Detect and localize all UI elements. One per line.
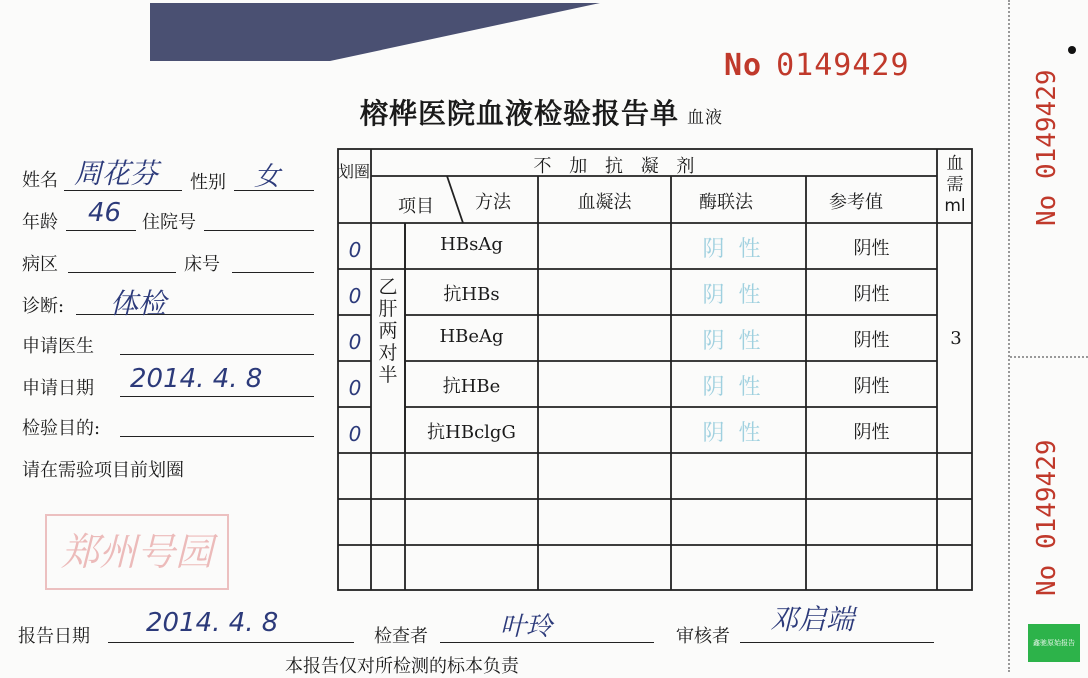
reviewer-label: 审核者 (676, 626, 730, 647)
diagnosis-value: 体检 (110, 287, 167, 320)
bed-label: 床号 (184, 254, 220, 275)
bed-line (232, 272, 314, 273)
reviewer-line (740, 642, 934, 643)
title-text: 榕桦医院血液检验报告单 (360, 97, 680, 130)
instruction-text: 请在需验项目前划圈 (22, 460, 184, 481)
purpose-label: 检验目的: (22, 418, 101, 439)
row-item: 抗HBe (442, 376, 501, 397)
col-item-header: 项目 (398, 196, 434, 217)
date-value: 2014. 4. 8 (130, 364, 263, 394)
punch-dot (1068, 46, 1076, 54)
strip-serial-top: No 0149429 (1032, 69, 1062, 226)
row-item: 抗HBclgG (427, 422, 516, 443)
purpose-line (120, 436, 314, 437)
page-title (360, 92, 723, 132)
inpatient-line (204, 230, 314, 231)
serial-digits: 0149429 (776, 48, 910, 83)
inpatient-label: 住院号 (142, 212, 196, 233)
date-label: 申请日期 (22, 378, 94, 399)
date-line (120, 396, 314, 397)
row-mark: 0 (348, 330, 362, 354)
perforation-line (1008, 0, 1010, 672)
row-item: 抗HBs (443, 284, 500, 305)
col-clot-header: 血凝法 (577, 192, 632, 213)
name-value: 周花芬 (74, 157, 159, 190)
sex-label: 性别 (190, 172, 226, 193)
row-mark: 0 (348, 284, 362, 308)
row-mark: 0 (348, 376, 362, 400)
doctor-label: 申请医生 (22, 336, 94, 357)
blood-amount: 3 (950, 328, 962, 349)
examiner-value: 叶玲 (500, 612, 553, 642)
strip-serial-bottom: No 0149429 (1032, 439, 1062, 596)
row-mark: 0 (348, 422, 362, 446)
col-ref-header: 参考值 (829, 192, 883, 213)
reviewer-value: 邓启端 (770, 603, 855, 636)
row-ref: 阴性 (853, 284, 890, 305)
row-ref: 阴性 (853, 376, 890, 397)
report-date-label: 报告日期 (18, 626, 90, 647)
doctor-line (120, 354, 314, 355)
age-label: 年龄 (22, 212, 58, 233)
report-date-line (108, 642, 354, 643)
row-mark: 0 (348, 238, 362, 262)
col-circle-header: 划圈 (337, 162, 370, 181)
perforation-separator (1010, 356, 1088, 358)
serial-no-label: No (724, 48, 763, 83)
row-ref: 阴性 (853, 238, 890, 259)
ward-line (68, 272, 176, 273)
row-item: HBeAg (439, 326, 504, 347)
row-elisa: 阴性 (702, 237, 775, 262)
col-top-header: 不 加 抗 凝 剂 (533, 156, 701, 177)
row-elisa: 阴性 (702, 421, 775, 446)
col-method-header: 方法 (475, 192, 511, 213)
col-elisa-header: 酶联法 (699, 192, 753, 213)
row-elisa: 阴性 (702, 283, 775, 308)
red-stamp: 郑州号园 (45, 514, 229, 590)
report-date-value: 2014. 4. 8 (146, 608, 279, 638)
examiner-label: 检查者 (374, 626, 428, 647)
row-elisa: 阴性 (702, 375, 775, 400)
age-line (66, 230, 136, 231)
header-banner (150, 3, 600, 61)
age-value: 46 (88, 198, 122, 228)
row-item: HBsAg (440, 234, 503, 255)
serial-number (724, 48, 910, 83)
source-badge: 鑫驰原始报告 (1028, 624, 1080, 662)
diagnosis-label: 诊断: (22, 296, 65, 317)
sex-value: 女 (254, 162, 281, 192)
row-ref: 阴性 (853, 330, 890, 351)
footer-note: 本报告仅对所检测的标本负责 (285, 656, 519, 677)
row-elisa: 阴性 (702, 329, 775, 354)
title-sub: 血液 (687, 108, 724, 128)
test-table (337, 148, 973, 591)
col-blood-header: 血需ml (944, 154, 966, 216)
name-label: 姓名 (22, 170, 58, 191)
group-label: 乙肝两对半 (378, 276, 398, 386)
ward-label: 病区 (22, 254, 58, 275)
row-ref: 阴性 (853, 422, 890, 443)
